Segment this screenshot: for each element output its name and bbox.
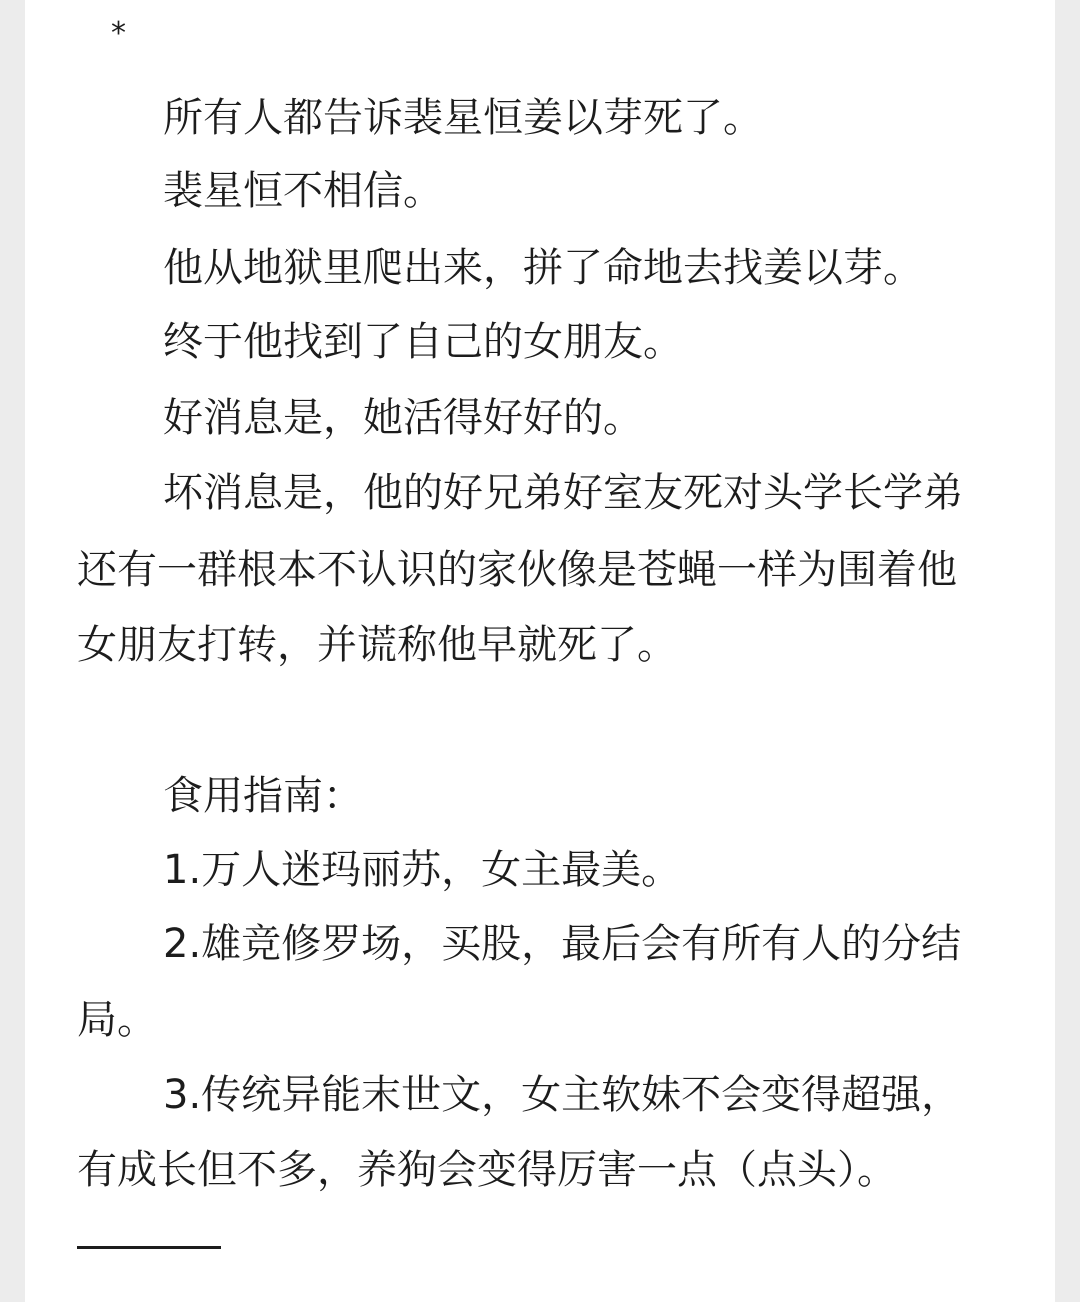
guide-item: 1.万人迷玛丽苏，女主最美。: [163, 847, 682, 893]
paragraph-line: 裴星恒不相信。: [163, 168, 443, 214]
guide-heading: 食用指南：: [163, 773, 363, 819]
guide-item-continued: 局。: [77, 997, 157, 1043]
section-separator-star: *: [111, 16, 126, 51]
section-divider-rule: [77, 1246, 221, 1249]
document-page: [25, 0, 1055, 1302]
guide-item: 3.传统异能末世文，女主软妹不会变得超强，: [163, 1072, 962, 1118]
paragraph-line: 女朋友打转，并谎称他早就死了。: [77, 622, 677, 668]
paragraph-line: 他从地狱里爬出来，拼了命地去找姜以芽。: [163, 245, 923, 291]
paragraph-line: 所有人都告诉裴星恒姜以芽死了。: [163, 95, 763, 141]
guide-item-continued: 有成长但不多，养狗会变得厉害一点（点头）。: [77, 1147, 897, 1193]
paragraph-line: 还有一群根本不认识的家伙像是苍蝇一样为围着他: [77, 547, 957, 593]
paragraph-line: 好消息是，她活得好好的。: [163, 395, 643, 441]
paragraph-line: 终于他找到了自己的女朋友。: [163, 319, 683, 365]
paragraph-line: 坏消息是，他的好兄弟好室友死对头学长学弟: [163, 470, 963, 516]
guide-item: 2.雄竞修罗场，买股，最后会有所有人的分结: [163, 921, 962, 967]
